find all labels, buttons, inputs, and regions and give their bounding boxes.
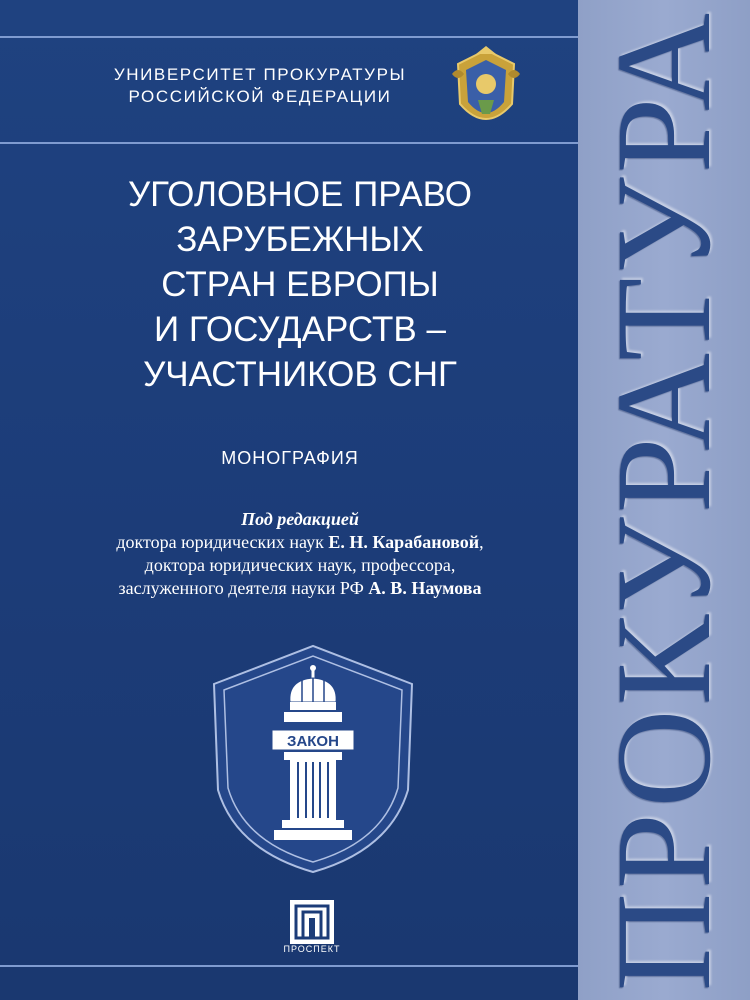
- series-title: ПРОКУРАТУРА: [589, 8, 739, 992]
- university-line-2: РОССИЙСКОЙ ФЕДЕРАЦИИ: [128, 87, 392, 106]
- title-line: СТРАН ЕВРОПЫ: [161, 265, 439, 304]
- editor-line-2: доктора юридических наук, профессора,: [144, 555, 456, 575]
- editor-1-prefix: доктора юридических наук: [116, 532, 329, 552]
- top-rule: [0, 36, 578, 38]
- university-name: [90, 64, 430, 108]
- university-line-1: УНИВЕРСИТЕТ ПРОКУРАТУРЫ: [113, 65, 407, 84]
- publisher-name: ПРОСПЕКТ: [283, 944, 341, 954]
- law-shield-icon: [210, 640, 416, 876]
- editor-1-suffix: ,: [479, 532, 484, 552]
- book-subtitle: МОНОГРАФИЯ: [221, 448, 359, 468]
- bottom-rule: [0, 965, 578, 967]
- editor-line-1: [40, 531, 560, 554]
- title-line: И ГОСУДАРСТВ –: [154, 310, 446, 349]
- publisher-logo-icon: [290, 900, 334, 944]
- university-emblem-icon: [448, 44, 524, 136]
- title-line: ЗАРУБЕЖНЫХ: [176, 220, 424, 259]
- title-line: УГОЛОВНОЕ ПРАВО: [127, 175, 473, 214]
- header-rule: [0, 142, 578, 144]
- editor-line-3: [40, 577, 560, 600]
- shield-label: ЗАКОН: [287, 733, 339, 750]
- editor-3-name: А. В. Наумова: [368, 578, 482, 598]
- title-line: УЧАСТНИКОВ СНГ: [143, 355, 457, 394]
- editors-block: [40, 508, 560, 600]
- editors-heading: Под редакцией: [241, 509, 359, 529]
- book-title: [60, 172, 540, 397]
- editor-3-prefix: заслуженного деятеля науки РФ: [118, 578, 369, 598]
- editor-1-name: Е. Н. Карабановой: [328, 532, 480, 552]
